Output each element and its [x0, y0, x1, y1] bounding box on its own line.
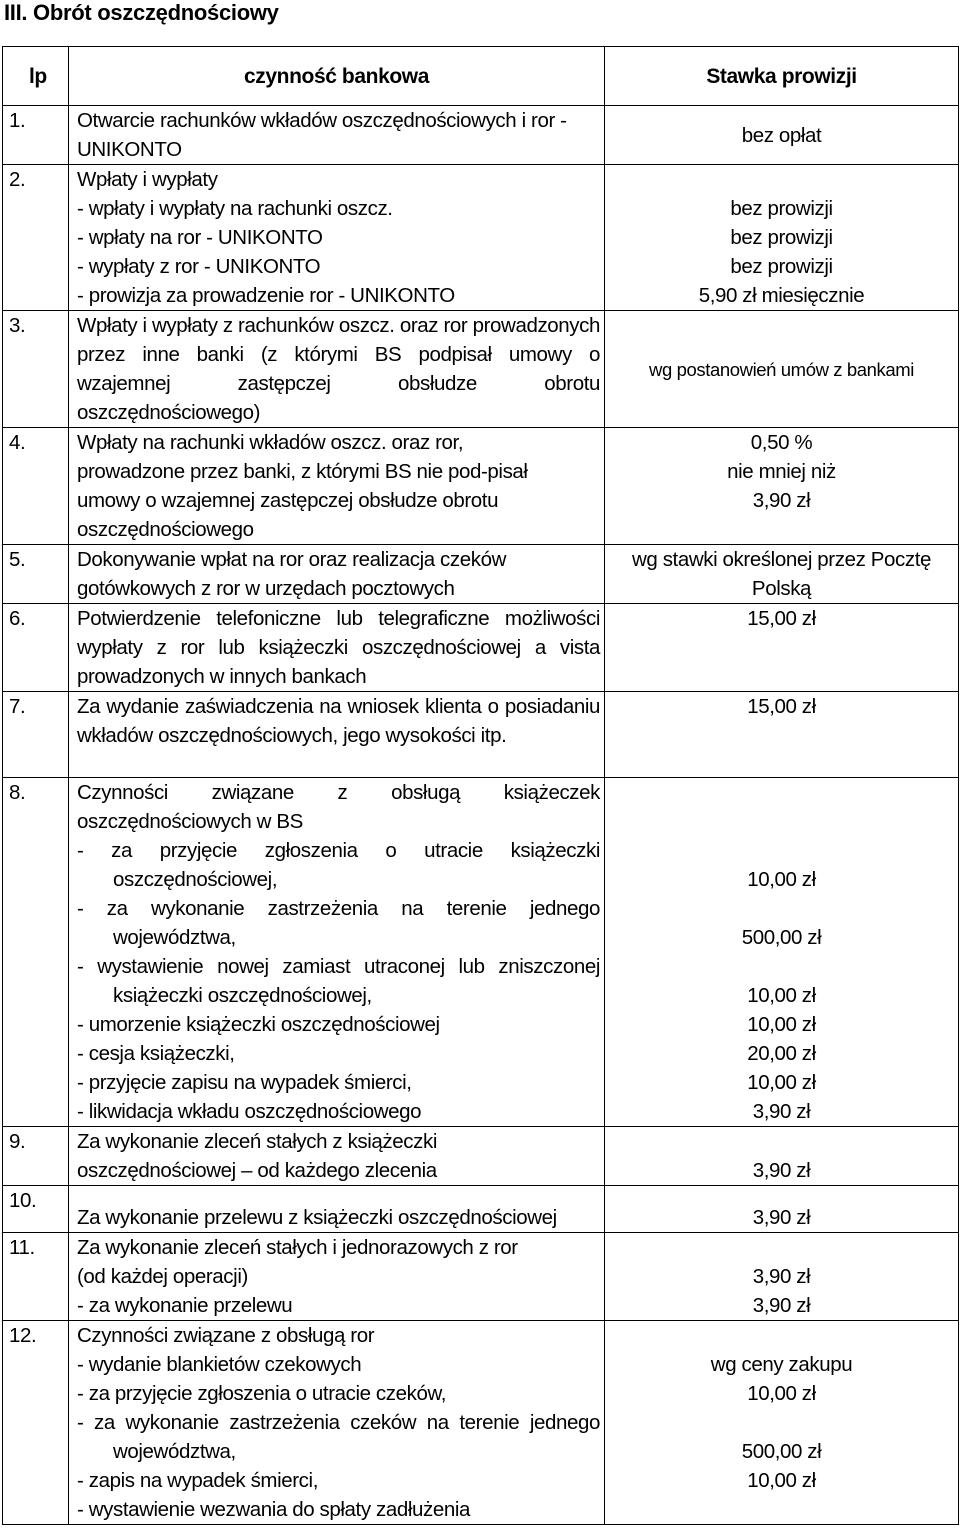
- description-line: Za wykonanie zleceń stałych i jednorazowych z ror: [77, 1236, 518, 1259]
- row-number: 8.: [3, 778, 69, 1127]
- description-item: - za przyjęcie zgłoszenia o utracie książeczki oszczędnościowej,: [77, 839, 600, 891]
- row-number: 4.: [3, 428, 69, 545]
- row-rate: [605, 106, 959, 165]
- table-row: [3, 1321, 959, 1525]
- row-rate: [605, 1233, 959, 1321]
- description-line: Za wykonanie przelewu z książeczki oszczędnościowej: [77, 1206, 557, 1229]
- row-number: 6.: [3, 604, 69, 692]
- rate-value: 500,00 zł: [741, 926, 822, 949]
- rate-value: wg postanowień umów z bankami: [648, 358, 914, 380]
- header-lp: lp: [3, 47, 69, 106]
- row-number: 10.: [3, 1186, 69, 1233]
- description-item: - likwidacja wkładu oszczędnościowego: [77, 1100, 422, 1123]
- rate-value: 3,90 zł: [752, 489, 811, 512]
- table-row: [3, 428, 959, 545]
- rate-value: 0,50 %: [750, 431, 813, 454]
- description-line: - wpłaty na ror - UNIKONTO: [77, 226, 323, 249]
- table-row: [3, 692, 959, 778]
- rate-value: bez prowizji: [730, 197, 833, 220]
- rate-value: [609, 165, 954, 194]
- rate-value: 10,00 zł: [747, 1469, 816, 1492]
- rate-value: 15,00 zł: [747, 607, 816, 630]
- description-line: Za wykonanie zleceń stałych z książeczki: [77, 1130, 437, 1153]
- description-item: - umorzenie książeczki oszczędnościowej: [77, 1013, 440, 1036]
- row-description: [69, 545, 605, 604]
- rate-value: [609, 1127, 954, 1156]
- description-item: - za wykonanie zastrzeżenia czeków na terenie jednego województwa,: [77, 1411, 600, 1463]
- row-rate: [605, 1321, 959, 1525]
- row-rate: [605, 778, 959, 1127]
- row-number: 9.: [3, 1127, 69, 1186]
- rate-value: bez opłat: [741, 123, 822, 147]
- row-number: 7.: [3, 692, 69, 778]
- table-row: [3, 311, 959, 428]
- description-item: - przyjęcie zapisu na wypadek śmierci,: [77, 1071, 412, 1094]
- row-number: 5.: [3, 545, 69, 604]
- rate-value: 3,90 zł: [752, 1159, 811, 1182]
- rate-value: 3,90 zł: [752, 1206, 811, 1229]
- description-item: - za przyjęcie zgłoszenia o utracie czeków,: [77, 1382, 447, 1405]
- row-description: [69, 165, 605, 311]
- row-description: [69, 692, 605, 778]
- row-description: [69, 1321, 605, 1525]
- description-intro: Czynności związane z obsługą książeczek oszczędnościowych w BS: [77, 781, 600, 833]
- rate-value: [609, 1321, 954, 1350]
- rate-value: 10,00 zł: [747, 1071, 816, 1094]
- description-item: - za wykonanie zastrzeżenia na terenie jednego województwa,: [77, 897, 600, 949]
- rate-value: [609, 1408, 954, 1437]
- rate-value: wg ceny zakupu: [710, 1353, 853, 1376]
- row-rate: [605, 428, 959, 545]
- rate-value: 10,00 zł: [747, 984, 816, 1007]
- row-number: 3.: [3, 311, 69, 428]
- row-description: [69, 604, 605, 692]
- description-line: (od każdej operacji): [77, 1265, 248, 1288]
- description-line: oszczędnościowej – od każdego zlecenia: [77, 1159, 437, 1182]
- description-line: - za wykonanie przelewu: [77, 1294, 293, 1317]
- rate-value: wg stawki określonej przez Pocztę: [632, 548, 931, 571]
- description-line: Wpłaty i wypłaty: [77, 168, 218, 191]
- row-number: 1.: [3, 106, 69, 165]
- rate-value: 3,90 zł: [752, 1265, 811, 1288]
- row-rate: [605, 604, 959, 692]
- rate-value: Polską: [751, 577, 812, 600]
- row-number: 12.: [3, 1321, 69, 1525]
- table-row: [3, 545, 959, 604]
- description-line: Wpłaty na rachunki wkładów oszcz. oraz ror,: [77, 431, 464, 454]
- rate-value: [609, 894, 954, 923]
- row-description: [69, 1233, 605, 1321]
- description-line: Otwarcie rachunków wkładów oszczędnościowych i ror -: [77, 109, 567, 132]
- table-row: [3, 1233, 959, 1321]
- row-rate: [605, 692, 959, 778]
- description-text: Potwierdzenie telefoniczne lub telegraficzne możliwości wypłaty z ror lub książeczki oszczędnościowej a vista prowadzonych w innych bankach: [77, 607, 600, 688]
- rate-value: 3,90 zł: [752, 1100, 811, 1123]
- description-item: - zapis na wypadek śmierci,: [77, 1469, 318, 1492]
- rate-value: 10,00 zł: [747, 1013, 816, 1036]
- rate-value: 500,00 zł: [741, 1440, 822, 1463]
- description-item: - wydanie blankietów czekowych: [77, 1353, 362, 1376]
- row-description: [69, 778, 605, 1127]
- description-line: gotówkowych z ror w urzędach pocztowych: [77, 577, 455, 600]
- row-rate: [605, 311, 959, 428]
- description-line: - prowizja za prowadzenie ror - UNIKONTO: [77, 284, 455, 307]
- rate-value: 5,90 zł miesięcznie: [698, 284, 865, 307]
- description-line: - wpłaty i wypłaty na rachunki oszcz.: [77, 197, 393, 220]
- row-rate: [605, 165, 959, 311]
- description-line: prowadzone przez banki, z którymi BS nie pod-pisał: [77, 460, 528, 483]
- rate-value: 20,00 zł: [747, 1042, 816, 1065]
- header-rate: Stawka prowizji: [605, 47, 959, 106]
- rate-value: nie mniej niż: [727, 460, 836, 483]
- description-text: Za wydanie zaświadczenia na wniosek klienta o posiadaniu wkładów oszczędnościowych, jego wysokości itp.: [77, 695, 600, 747]
- table-header-row: [3, 47, 959, 106]
- table-row: [3, 1127, 959, 1186]
- description-intro: Czynności związane z obsługą ror: [77, 1324, 375, 1347]
- rate-value: 15,00 zł: [747, 695, 816, 718]
- row-number: 2.: [3, 165, 69, 311]
- description-line: Dokonywanie wpłat na ror oraz realizacja czeków: [77, 548, 506, 571]
- description-line: umowy o wzajemnej zastępczej obsłudze obrotu: [77, 489, 499, 512]
- fee-table: [2, 46, 959, 1525]
- table-row: [3, 106, 959, 165]
- rate-value: [609, 1233, 954, 1262]
- rate-value: [609, 952, 954, 981]
- row-number: 11.: [3, 1233, 69, 1321]
- rate-value: [609, 836, 954, 865]
- row-description: [69, 311, 605, 428]
- row-description: [69, 1186, 605, 1233]
- rate-value: bez prowizji: [730, 255, 833, 278]
- row-rate: [605, 1127, 959, 1186]
- table-row: [3, 778, 959, 1127]
- rate-value: 3,90 zł: [752, 1294, 811, 1317]
- table-row: [3, 165, 959, 311]
- row-description: [69, 1127, 605, 1186]
- rate-value: bez prowizji: [730, 226, 833, 249]
- row-rate: [605, 1186, 959, 1233]
- row-description: [69, 106, 605, 165]
- rate-value: [609, 778, 954, 807]
- description-item: - cesja książeczki,: [77, 1042, 235, 1065]
- section-title: III. Obrót oszczędnościowy: [4, 0, 279, 25]
- rate-value: 10,00 zł: [747, 1382, 816, 1405]
- table-row: [3, 604, 959, 692]
- description-item: - wystawienie wezwania do spłaty zadłużenia: [77, 1498, 471, 1521]
- description-item: - wystawienie nowej zamiast utraconej lub zniszczonej książeczki oszczędnościowej,: [77, 955, 600, 1007]
- description-line: oszczędnościowego: [77, 518, 254, 541]
- description-text: Wpłaty i wypłaty z rachunków oszcz. oraz ror prowadzonych przez inne banki (z którymi BS podpisał umowy o wzajemnej zastępczej obsłudze obrotu oszczędnościowego): [77, 314, 600, 424]
- description-line: - wypłaty z ror - UNIKONTO: [77, 255, 321, 278]
- rate-value: 10,00 zł: [747, 868, 816, 891]
- row-description: [69, 428, 605, 545]
- rate-value: [609, 807, 954, 836]
- row-rate: [605, 545, 959, 604]
- header-activity: czynność bankowa: [69, 47, 605, 106]
- table-row: [3, 1186, 959, 1233]
- description-line: UNIKONTO: [77, 138, 182, 161]
